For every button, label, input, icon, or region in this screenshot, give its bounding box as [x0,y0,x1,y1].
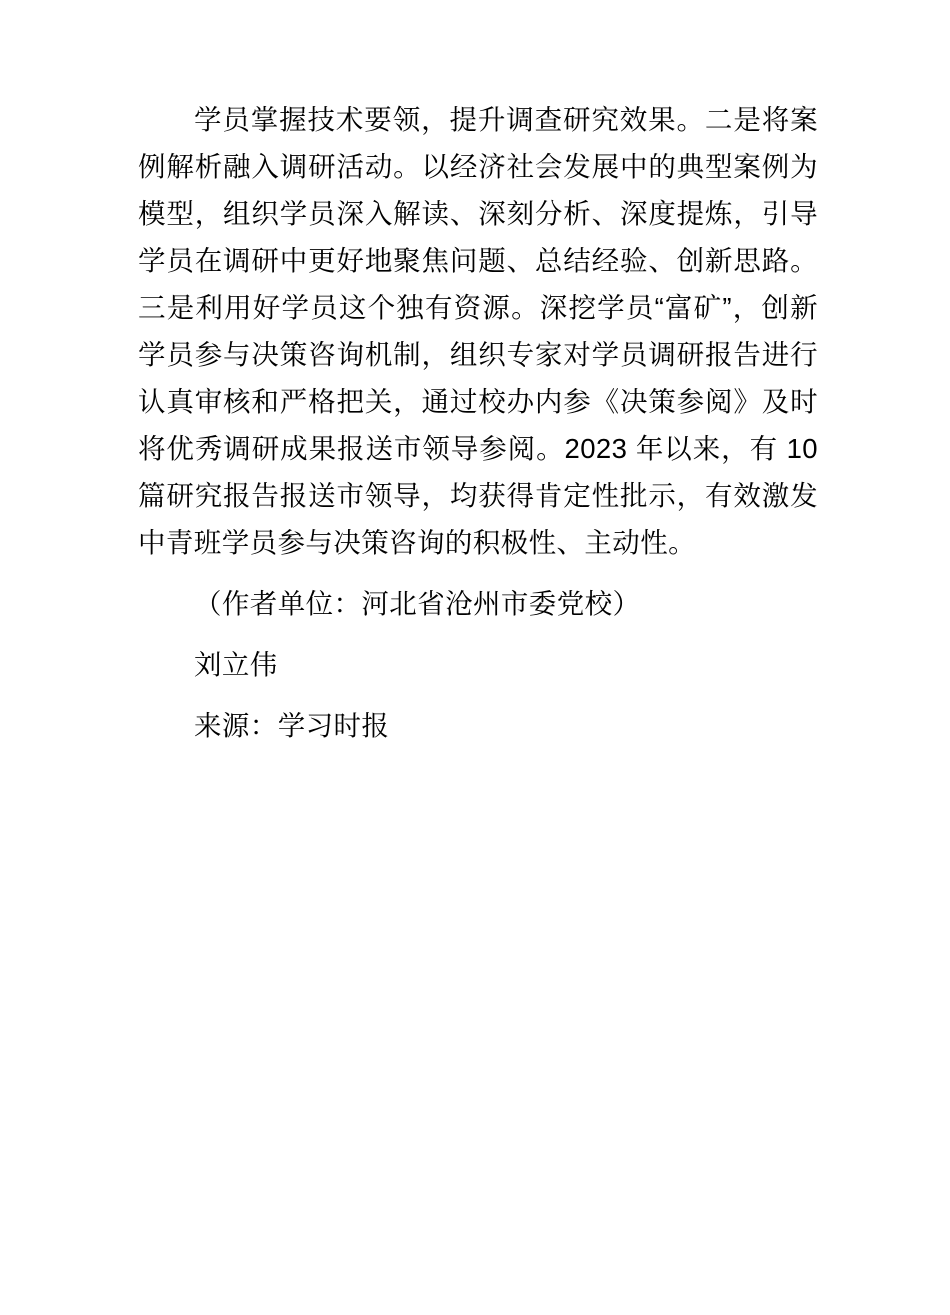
page-bottom-whitespace [138,755,818,1315]
author-affiliation: （作者单位：河北省沧州市委党校） [194,588,641,619]
body-paragraph-1: 学员掌握技术要领，提升调查研究效果。二是将案例解析融入调研活动。以经济社会发展中的典型案例为模型，组织学员深入解读、深刻分析、深度提炼，引导学员在调研中更好地聚焦问题、总结经验、创新思路。三是利用好学员这个独有资源。深挖学员“富矿”，创新学员参与决策咨询机制，组织专家对学员调研报告进行认真审核和严格把关，通过校办内参《决策参阅》及时将优秀调研成果报送市领导参阅。2023 年以来，有 10 篇研究报告报送市领导，均获得肯定性批示，有效激发中青班学员参与决策咨询的积极性、主动性。 [138,104,818,558]
document-body [138,96,818,1315]
author-name: 刘立伟 [194,649,278,680]
source-line: 来源：学习时报 [194,710,390,741]
